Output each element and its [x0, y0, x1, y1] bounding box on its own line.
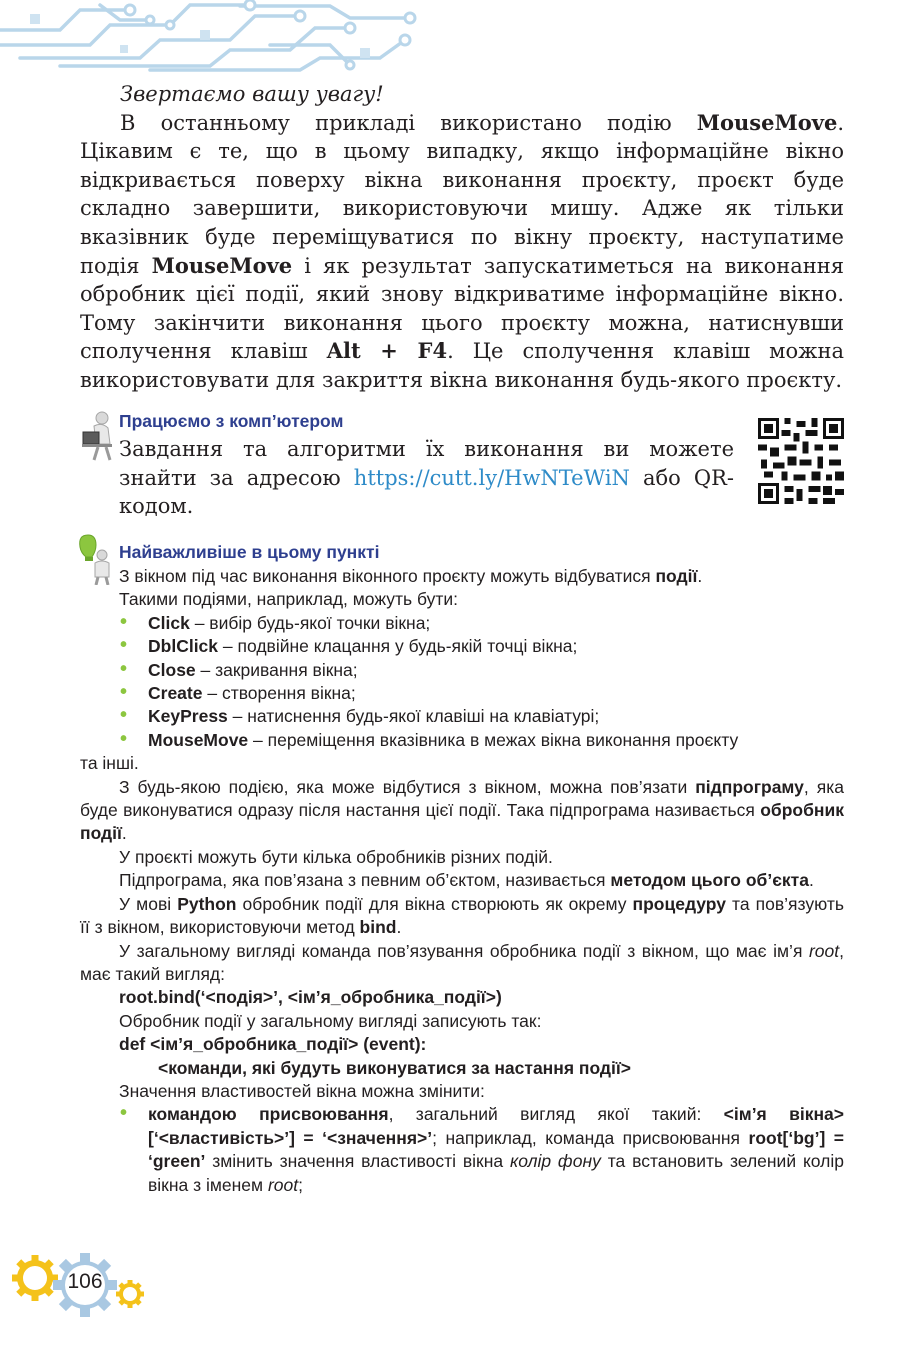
bullet-icon: • [120, 610, 128, 633]
code-bind: root.bind(‘<подія>’, <ім’я_обробника_події>) [119, 987, 502, 1008]
paragraph-method: Підпрограма, яка пов’язана з певним об’єктом, називається методом цього об’єкта. [119, 870, 814, 891]
paragraph-bind: У загальному вигляді команда пов’язування обробника події з вікном, що має ім’я root, має такий вигляд: [80, 940, 844, 984]
bullet-icon: • [120, 681, 128, 704]
qr-code[interactable] [758, 418, 844, 504]
page-number: 106 [67, 1270, 103, 1293]
bullet-icon: • [120, 704, 128, 727]
task-link[interactable]: https://cutt.ly/HwNTeWiN [353, 465, 630, 490]
work-text: Завдання та алгоритми їх виконання ви можете знайти за адресою https://cutt.ly/HwNTeWiN або QR-кодом. [119, 437, 735, 519]
key-points-body [80, 565, 844, 1197]
notice-heading: Звертаємо вашу увагу! [120, 82, 384, 106]
list-item: • командою присвоювання, загальний вигляд якої такий: <ім’я вікна>[‘<властивість>’] = ‘<значення>’; наприклад, команда присвоювання root[‘bg’] = ‘green’ змінить значення властивості вікна колір фону та встановить зелений колір вікна з іменем root; [120, 1102, 845, 1195]
list-item: • Close – закривання вікна; [120, 657, 358, 680]
bullet-icon: • [120, 1102, 128, 1125]
paragraph-python: У мові Python обробник події для вікна створюють як окрему процедуру та пов’язують її з вікном, використовуючи метод bind. [80, 893, 844, 938]
bullet-icon: • [120, 634, 128, 657]
bullet-icon: • [120, 727, 128, 750]
paragraph-handlers: У проєкті можуть бути кілька обробників різних подій. [119, 846, 553, 867]
key-intro2: Такими подіями, наприклад, можуть бути: [119, 589, 459, 610]
key-intro: З вікном під час виконання віконного проєкту можуть відбуватися події. [119, 566, 703, 586]
bullet-icon: • [120, 657, 128, 680]
section-title-work: Працюємо з комп’ютером [119, 411, 344, 431]
list-item: • KeyPress – натиснення будь-якої клавіші на клавіатурі; [120, 704, 600, 727]
paragraph-subprogram: З будь-якою подією, яка може відбутися з вікном, можна пов’язати підпрограму, яка буде виконуватися одразу після настання цієї події. Така підпрограма називається обробник події. [80, 776, 844, 844]
code-body: <команди, які будуть виконуватися за настання події> [158, 1057, 632, 1078]
list-item: • DblClick – подвійне клацання у будь-якій точці вікна; [120, 634, 578, 657]
section-title-key: Найважливіше в цьому пункті [119, 542, 380, 562]
list-tail: та інші. [80, 753, 139, 774]
notice-block [80, 80, 844, 395]
circuit-decoration [0, 0, 430, 72]
list-item: • MouseMove – переміщення вказівника в межах вікна виконання проєкту [120, 727, 739, 750]
notice-paragraph: В останньому прикладі використано подію MouseMove. Цікавим є те, що в цьому випадку, якщо інформаційне вікно відкривається поверху вікна виконання проєкту, проєкт буде складно завершити, використовуючи мишу. Адже як тільки вказівник буде переміщуватися по вікну проєкту, наступатиме подія MouseMove і як результат запускатиметься на виконання обробник цієї події, який знову відкриватиме інформаційне вікно. Тому закінчити виконання цього проєкту можна, натиснувши сполучення клавіш Alt + F4. Це сполучення клавіш можна використовувати для закриття вікна виконання будь-якого проєкту. [80, 109, 844, 392]
computer-user-icon [80, 410, 116, 462]
paragraph-handler-form: Обробник події у загальному вигляді записують так: [119, 1010, 542, 1031]
list-item: • Click – вибір будь-якої точки вікна; [120, 610, 431, 633]
list-item: • Create – створення вікна; [120, 681, 356, 704]
code-def: def <ім’я_обробника_події> (event): [119, 1034, 427, 1055]
paragraph-properties: Значення властивостей вікна можна змінити: [119, 1080, 485, 1101]
